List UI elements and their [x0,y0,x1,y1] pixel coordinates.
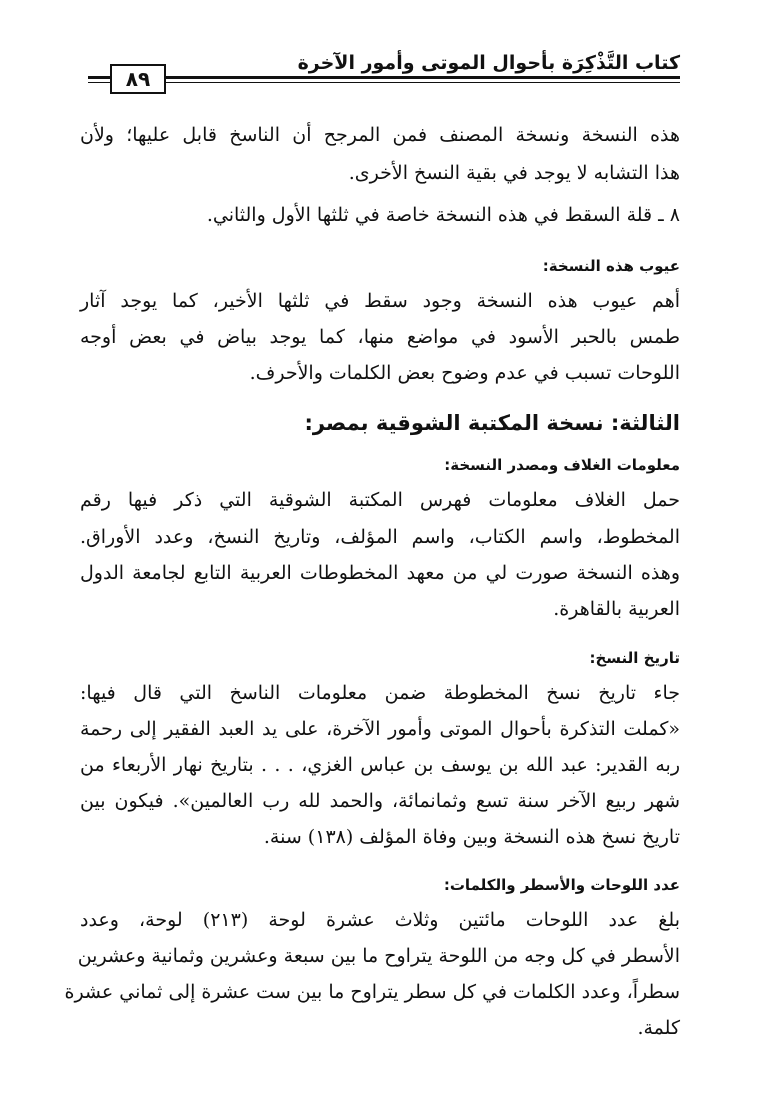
section-heading-third: الثالثة: نسخة المكتبة الشوقية بمصر: [304,411,680,435]
subheading-counts: عدد اللوحات والأسطر والكلمات: [443,876,680,894]
paragraph-line: ربه القدير: عبد الله بن يوسف بن عباس الغزي، . . . بتاريخ نهار الأربعاء من [80,754,680,776]
header-rule [88,82,110,83]
paragraph-line: أهم عيوب هذه النسخة وجود سقط في ثلثها الأخير، كما يوجد آثار [80,290,680,312]
paragraph-line: جاء تاريخ نسخ المخطوطة ضمن معلومات الناسخ التي قال فيها: [80,682,680,704]
paragraph-line: هذا التشابه لا يوجد في بقية النسخ الأخرى. [348,162,680,184]
paragraph-line: الأسطر في كل وجه من اللوحة يتراوح ما بين سبعة وعشرين وثمانية وعشرين [77,945,680,967]
paragraph-line: المخطوط، واسم الكتاب، واسم المؤلف، وتاريخ النسخ، وعدد الأوراق. [80,526,680,548]
subheading-defects: عيوب هذه النسخة: [542,257,680,275]
paragraph-line: طمس بالحبر الأسود في مواضع منها، كما يوجد بياض في بعض أوجه [80,326,680,348]
running-title: كتاب التَّذْكِرَة بأحوال الموتى وأمور الآخرة [297,52,680,74]
paragraph-line: حمل الغلاف معلومات فهرس المكتبة الشوقية التي ذكر فيها رقم [80,489,680,511]
header-rule [166,82,680,83]
paragraph-line: شهر ربيع الآخر سنة تسع وثمانمائة، والحمد لله رب العالمين». فيكون بين [80,790,680,812]
paragraph-line: بلغ عدد اللوحات مائتين وثلاث عشرة لوحة (٢١٣) لوحة، وعدد [80,909,680,931]
paragraph-line: تاريخ نسخ هذه النسخة وبين وفاة المؤلف (١٣٨) سنة. [263,826,680,848]
paragraph-line: اللوحات تسبب في عدم وضوح بعض الكلمات والأحرف. [249,362,680,384]
list-item-8: ٨ ـ قلة السقط في هذه النسخة خاصة في ثلثها الأول والثاني. [206,204,680,226]
header-rule [88,76,110,79]
subheading-date: تاريخ النسخ: [589,649,680,667]
paragraph-line: هذه النسخة ونسخة المصنف فمن المرجح أن الناسخ قابل عليها؛ ولأن [80,124,680,146]
paragraph-line: سطراً، وعدد الكلمات في كل سطر يتراوح ما بين ست عشرة إلى ثماني عشرة [64,981,680,1003]
header-rule [166,76,680,79]
paragraph-line: «كملت التذكرة بأحوال الموتى وأمور الآخرة، على يد العبد الفقير إلى رحمة [80,718,680,740]
paragraph-line: العربية بالقاهرة. [553,598,680,620]
page-header [88,44,680,92]
paragraph-line: كلمة. [637,1017,680,1039]
paragraph-line: وهذه النسخة صورت لي من معهد المخطوطات العربية التابع لجامعة الدول [80,562,680,584]
subheading-cover: معلومات الغلاف ومصدر النسخة: [444,456,680,474]
page-number: ٨٩ [110,64,166,94]
